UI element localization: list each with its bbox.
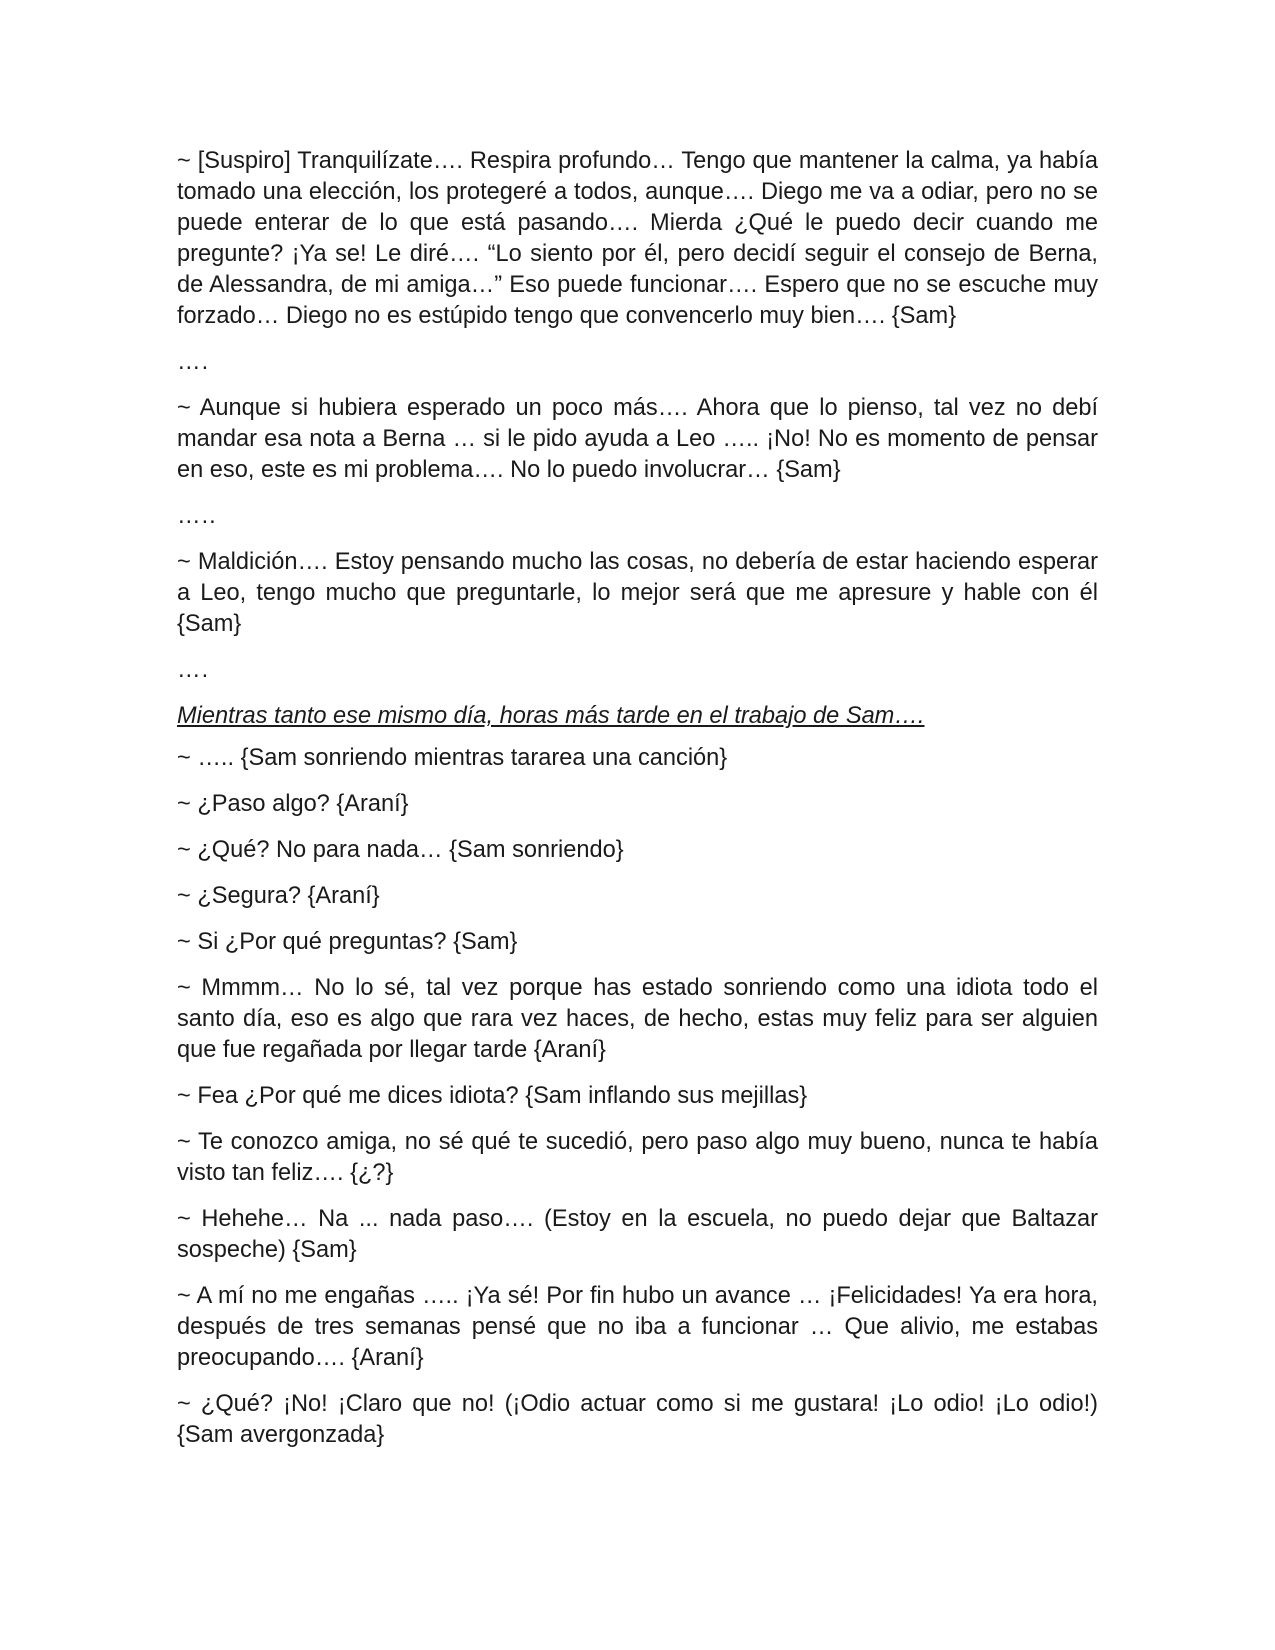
paragraph-sam-monologue-1: ~ [Suspiro] Tranquilízate…. Respira profundo… Tengo que mantener la calma, ya había tomado una elección, los protegeré a todos, aunque…. Diego me va a odiar, pero no se puede enterar de lo que está pasando…. Mierda ¿Qué le puedo decir cuando me pregunte? ¡Ya se! Le diré…. “Lo siento por él, pero decidí seguir el consejo de Berna, de Alessandra, de mi amiga…” Eso puede funcionar…. Espero que no se escuche muy forzado… Diego no es estúpido tengo que convencerlo muy bien…. {Sam} — [177, 148, 1098, 329]
document-page — [177, 146, 1098, 1466]
section-separator: …. — [177, 657, 210, 683]
dialogue-line: ~ Si ¿Por qué preguntas? {Sam} — [177, 929, 518, 955]
dialogue-line: ~ Te conozco amiga, no sé qué te sucedió, pero paso algo muy bueno, nunca te había visto tan feliz…. {¿?} — [177, 1129, 1098, 1186]
section-separator: ….. — [177, 503, 217, 529]
section-separator: …. — [177, 349, 210, 375]
dialogue-line: ~ A mí no me engañas ….. ¡Ya sé! Por fin hubo un avance … ¡Felicidades! Ya era hora, después de tres semanas pensé que no iba a funcionar … Que alivio, me estabas preocupando…. {Araní} — [177, 1283, 1098, 1371]
dialogue-line: ~ Fea ¿Por qué me dices idiota? {Sam inflando sus mejillas} — [177, 1083, 808, 1109]
dialogue-line: ~ ¿Qué? No para nada… {Sam sonriendo} — [177, 837, 624, 863]
dialogue-line: ~ ¿Paso algo? {Araní} — [177, 791, 409, 817]
dialogue-line: ~ Mmmm… No lo sé, tal vez porque has estado sonriendo como una idiota todo el santo día, eso es algo que rara vez haces, de hecho, estas muy feliz para ser alguien que fue regañada por llegar tarde {Araní} — [177, 975, 1098, 1063]
dialogue-line: ~ ¿Segura? {Araní} — [177, 883, 380, 909]
dialogue-line: ~ ¿Qué? ¡No! ¡Claro que no! (¡Odio actuar como si me gustara! ¡Lo odio! ¡Lo odio!) {Sam avergonzada} — [177, 1391, 1098, 1448]
scene-heading: Mientras tanto ese mismo día, horas más tarde en el trabajo de Sam…. — [177, 703, 925, 729]
dialogue-line: ~ ….. {Sam sonriendo mientras tararea una canción} — [177, 745, 728, 771]
paragraph-sam-monologue-2: ~ Aunque si hubiera esperado un poco más…. Ahora que lo pienso, tal vez no debí mandar esa nota a Berna … si le pido ayuda a Leo ….. ¡No! No es momento de pensar en eso, este es mi problema…. No lo puedo involucrar… {Sam} — [177, 395, 1098, 483]
dialogue-line: ~ Hehehe… Na ... nada paso…. (Estoy en la escuela, no puedo dejar que Baltazar sospeche) {Sam} — [177, 1206, 1098, 1263]
paragraph-sam-monologue-3: ~ Maldición…. Estoy pensando mucho las cosas, no debería de estar haciendo esperar a Leo, tengo mucho que preguntarle, lo mejor será que me apresure y hable con él {Sam} — [177, 549, 1098, 637]
